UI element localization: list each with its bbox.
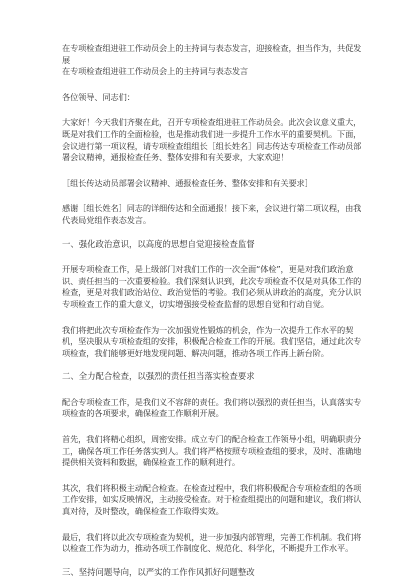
salutation: 各位领导、同志们： <box>62 91 135 102</box>
paragraph-section1-b: 我们将把此次专项检查作为一次加强党性锻炼的机会，作为一次提升工作水平的契机，坚决服从专项检查组的安排，积极配合检查工作的开展。我们坚信，通过此次专项检查，我们能够更好地发现问题、解决问题，推动各项工作再上新台阶。 <box>62 324 362 358</box>
document-body <box>62 43 362 578</box>
paragraph-section2-c: 其次，我们将积极主动配合检查。在检查过程中，我们将积极配合专项检查组的各项工作安排，如实反映情况，主动接受检查。对于检查组提出的问题和建议，我们将认真对待，及时整改，确保检查工作取得实效。 <box>62 482 362 517</box>
document-title-line-2: 在专项检查组进驻工作动员会上的主持词与表态发言 <box>62 66 249 77</box>
paragraph-section2-b: 首先，我们将精心组织，周密安排。成立专门的配合检查工作领导小组，明确职责分工，确保各项工作任务落实到人。我们将严格按照专项检查组的要求，及时、准确地提供相关资料和数据，确保检查工作的顺利进行。 <box>62 434 362 468</box>
section-heading-1: 一、强化政治意识，以高度的思想自觉迎接检查监督 <box>62 238 255 249</box>
section-heading-3: 三、坚持问题导向，以严实的工作作风抓好问题整改 <box>62 566 255 577</box>
paragraph-bracket-note: ［组长传达动员部署会议精神、通报检查任务、整体安排和有关要求］ <box>62 177 313 188</box>
paragraph-thanks: 感谢［组长姓名］同志的详细传达和全面通报！接下来，会议进行第二项议程，由我代表局党组作表态发言。 <box>62 203 362 225</box>
paragraph-section2-d: 最后，我们将以此次专项检查为契机，进一步加强内部管理，完善工作机制。我们将以检查工作为动力，推动各项工作制度化、规范化、科学化，不断提升工作水平。 <box>62 531 362 554</box>
document-title-line-1: 在专项检查组进驻工作动员会上的主持词与表态发言，迎接检查，担当作为，共促发展 <box>62 43 362 65</box>
paragraph-section1-a: 开展专项检查工作，是上级部门对我们工作的一次全面“体检”，更是对我们政治意识、责任担当的一次重要检验。我们深刻认识到，此次专项检查不仅是对具体工作的检查，更是对我们政治站位、政治觉悟的考验。我们必须从讲政治的高度，充分认识专项检查工作的重大意义，切实增强接受检查监督的思想自觉和行动自觉。 <box>62 264 362 309</box>
paragraph-section2-a: 配合专项检查工作，是我们义不容辞的责任。我们将以强烈的责任担当，认真落实专项检查的各项要求，确保检查工作顺利开展。 <box>62 396 362 419</box>
paragraph-opening: 大家好！今天我们齐聚在此，召开专项检查组进驻工作动员会。此次会议意义重大，既是对我们工作的全面检验，也是推动我们进一步提升工作水平的重要契机。下面，会议进行第一项议程，请专项检查组组长［组长姓名］同志传达专项检查工作动员部署会议精神，通报检查任务、整体安排和有关要求，大家欢迎！ <box>62 117 362 163</box>
section-heading-2: 二、全力配合检查，以强烈的责任担当落实检查要求 <box>62 371 255 382</box>
